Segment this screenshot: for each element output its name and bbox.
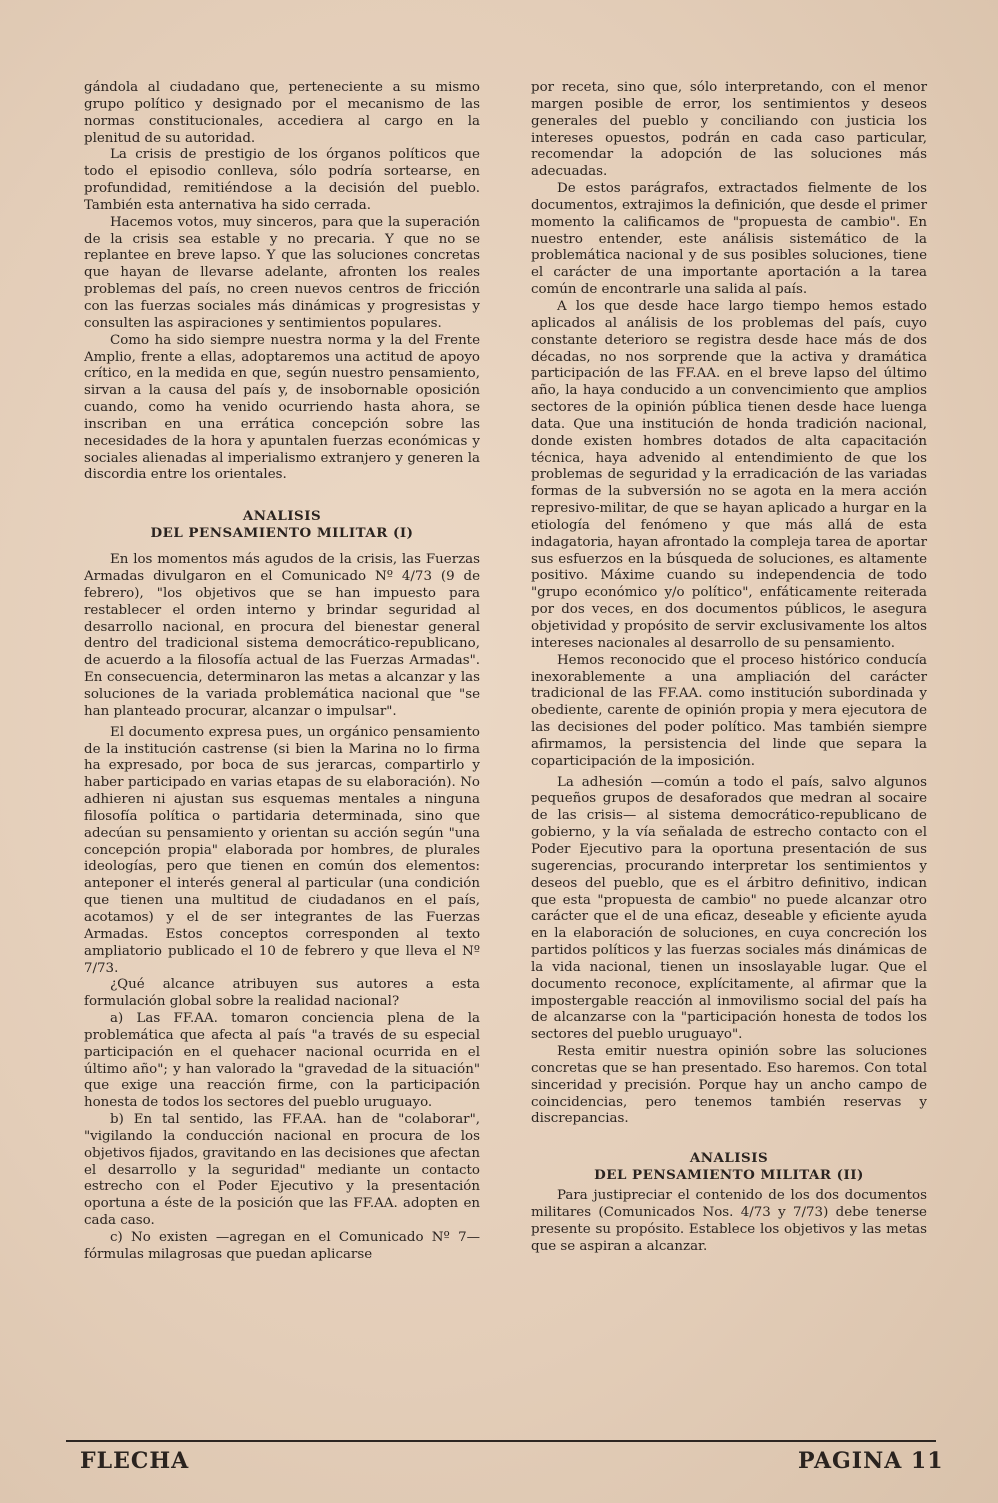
paragraph: ¿Qué alcance atribuyen sus autores a esta formulación global sobre la realidad nacional? [84,977,480,1010]
paragraph: A los que desde hace largo tiempo hemos estado aplicados al análisis de los problemas del país, cuyo constante deterioro se registra desde hace más de dos décadas, no nos sorprende que la activa y dramática participación de las FF.AA. en el breve lapso del último año, la haya conducido a un convencimiento que amplios sectores de la opinión pública tienen desde hace luenga data. Que una institución de honda tradición nacional, donde existen hombres dotados de alta capacitación técnica, haya advenido al entendimiento de que los problemas de seguridad y la erradicación de las variadas formas de la subversión no se agota en la mera acción represivo-militar, de que se hayan aplicado a hurgar en la etiología del fenómeno y que más allá de esta indagatoria, hayan afrontado la compleja tarea de aportar sus esfuerzos en la búsqueda de soluciones, es altamente positivo. Máxime cuando su independencia de todo "grupo económico y/o político", enfáticamente reiterada por dos veces, en dos documentos públicos, le asegura objetividad y propósito de servir exclusivamente los altos intereses nacionales al desarrollo de su pensamiento. [531,298,927,651]
paragraph: En los momentos más agudos de la crisis, las Fuerzas Armadas divulgaron en el Comunicado Nº 4/73 (9 de febrero), "los objetivos que se han impuesto para restablecer el orden interno y brindar seguridad al desarrollo nacional, en procura del bienestar general dentro del tradicional sistema democrático-republicano, de acuerdo a la filosofía actual de las Fuerzas Armadas". En consecuencia, determinaron las metas a alcanzar y las soluciones de la variada problemática nacional que "se han planteado procurar, alcanzar o impulsar". [84,552,480,719]
paragraph: por receta, sino que, sólo interpretando, con el menor margen posible de error, los sentimientos y deseos generales del pueblo y conciliando con justicia los intereses opuestos, podrán en cada caso particular, recomendar la adopción de las soluciones más adecuadas. [531,80,927,180]
paragraph: El documento expresa pues, un orgánico pensamiento de la institución castrense (si bien la Marina no lo firma ha expresado, por boca de sus jerarcas, compartirlo y haber participado en varias etapas de su elaboración). No adhieren ni ajustan sus esquemas mentales a ninguna filosofía política o partidaria determinada, sino que adecúan su pensamiento y orientan su acción según "una concepción propia" elaborada por hombres, de plurales ideologías, pero que tienen en común dos elementos: anteponer el interés general al particular (una condición que tienen una multitud de ciudadanos en el país, acotamos) y el de ser integrantes de las Fuerzas Armadas. Estos conceptos corresponden al texto ampliatorio publicado el 10 de febrero y que lleva el Nº 7/73. [84,724,480,976]
right-column [531,80,927,1256]
publication-name: FLECHA [80,1448,190,1474]
paragraph: Para justipreciar el contenido de los dos documentos militares (Comunicados Nos. 4/73 y 7/73) debe tenerse presente su propósito. Establece los objetivos y las metas que se aspiran a alcanzar. [531,1188,927,1254]
paragraph: gándola al ciudadano que, perteneciente a su mismo grupo político y designado por el mecanismo de las normas constitucionales, accediera al cargo en la plenitud de su autoridad. [84,80,480,146]
paragraph: Como ha sido siempre nuestra norma y la del Frente Amplio, frente a ellas, adoptaremos una actitud de apoyo crítico, en la medida en que, según nuestro pensamiento, sirvan a la causa del país y, de insobornable oposición cuando, como ha venido ocurriendo hasta ahora, se inscriban en una errática concepción sobre las necesidades de la hora y apuntalen fuerzas económicas y sociales alienadas al imperialismo extranjero y generen la discordia entre los orientales. [84,332,480,483]
section-heading [531,1150,927,1184]
paragraph: La adhesión —común a todo el país, salvo algunos pequeños grupos de desaforados que medran al socaire de las crisis— al sistema democrático-republicano de gobierno, y la vía señalada de estrecho contacto con el Poder Ejecutivo para la oportuna presentación de sus sugerencias, procurando interpretar los sentimientos y deseos del pueblo, que es el árbitro definitivo, indican que esta "propuesta de cambio" no puede alcanzar otro carácter que el de una eficaz, deseable y eficiente ayuda en la elaboración de soluciones, en cuya concreción los partidos políticos y las fuerzas sociales más dinámicas de la vida nacional, tienen un insoslayable lugar. Que el documento reconoce, explícitamente, al afirmar que la impostergable reacción al inmovilismo social del país ha de alcanzarse con la "participación honesta de todos los sectores del pueblo uruguayo". [531,774,927,1043]
paragraph: La crisis de prestigio de los órganos políticos que todo el episodio conlleva, sólo podría sortearse, en profundidad, remitiéndose a la decisión del pueblo. También esta anternativa ha sido cerrada. [84,147,480,213]
page-number: PAGINA 11 [798,1448,944,1474]
section-heading-line: ANALISIS [242,508,322,525]
paragraph: Resta emitir nuestra opinión sobre las soluciones concretas que se han presentado. Eso haremos. Con total sinceridad y precisión. Porque hay un ancho campo de coincidencias, pero tenemos también reservas y discrepancias. [531,1044,927,1127]
section-heading [84,508,480,542]
paragraph: c) No existen —agregan en el Comunicado Nº 7— fórmulas milagrosas que puedan aplicarse [84,1230,480,1262]
paragraph: De estos parágrafos, extractados fielmente de los documentos, extrajimos la definición, que desde el primer momento la calificamos de "propuesta de cambio". En nuestro entender, este análisis sistemático de la problemática nacional y de sus posibles soluciones, tiene el carácter de una importante aportación a la tarea común de encontrarle una salida al país. [531,181,927,298]
paragraph: Hacemos votos, muy sinceros, para que la superación de la crisis sea estable y no precaria. Y que no se replantee en breve lapso. Y que las soluciones concretas que hayan de llevarse adelante, afronten los reales problemas del país, no creen nuevos centros de fricción con las fuerzas sociales más dinámicas y progresistas y consulten las aspiraciones y sentimientos populares. [84,214,480,331]
left-column [84,80,480,1264]
section-heading-line: DEL PENSAMIENTO MILITAR (I) [150,525,414,542]
section-heading-line: ANALISIS [689,1150,769,1167]
footer-rule [66,1440,936,1442]
paragraph: b) En tal sentido, las FF.AA. han de "colaborar", "vigilando la conducción nacional en procura de los objetivos fijados, gravitando en las decisiones que afectan el desarrollo y la seguridad" mediante un contacto estrecho con el Poder Ejecutivo y la presentación oportuna a éste de la posición que las FF.AA. adopten en cada caso. [84,1112,480,1229]
paragraph: Hemos reconocido que el proceso histórico conducía inexorablemente a una ampliación del carácter tradicional de las FF.AA. como institución subordinada y obediente, carente de opinión propia y mera ejecutora de las decisiones del poder político. Mas también siempre afirmamos, la persistencia del linde que separa la coparticipación de la imposición. [531,652,927,769]
paragraph: a) Las FF.AA. tomaron conciencia plena de la problemática que afecta al país "a través de su especial participación en el quehacer nacional ocurrida en el último año"; y han valorado la "gravedad de la situación" que exige una reacción firme, con la participación honesta de todos los sectores del pueblo uruguayo. [84,1011,480,1111]
section-heading-line: DEL PENSAMIENTO MILITAR (II) [594,1167,864,1184]
